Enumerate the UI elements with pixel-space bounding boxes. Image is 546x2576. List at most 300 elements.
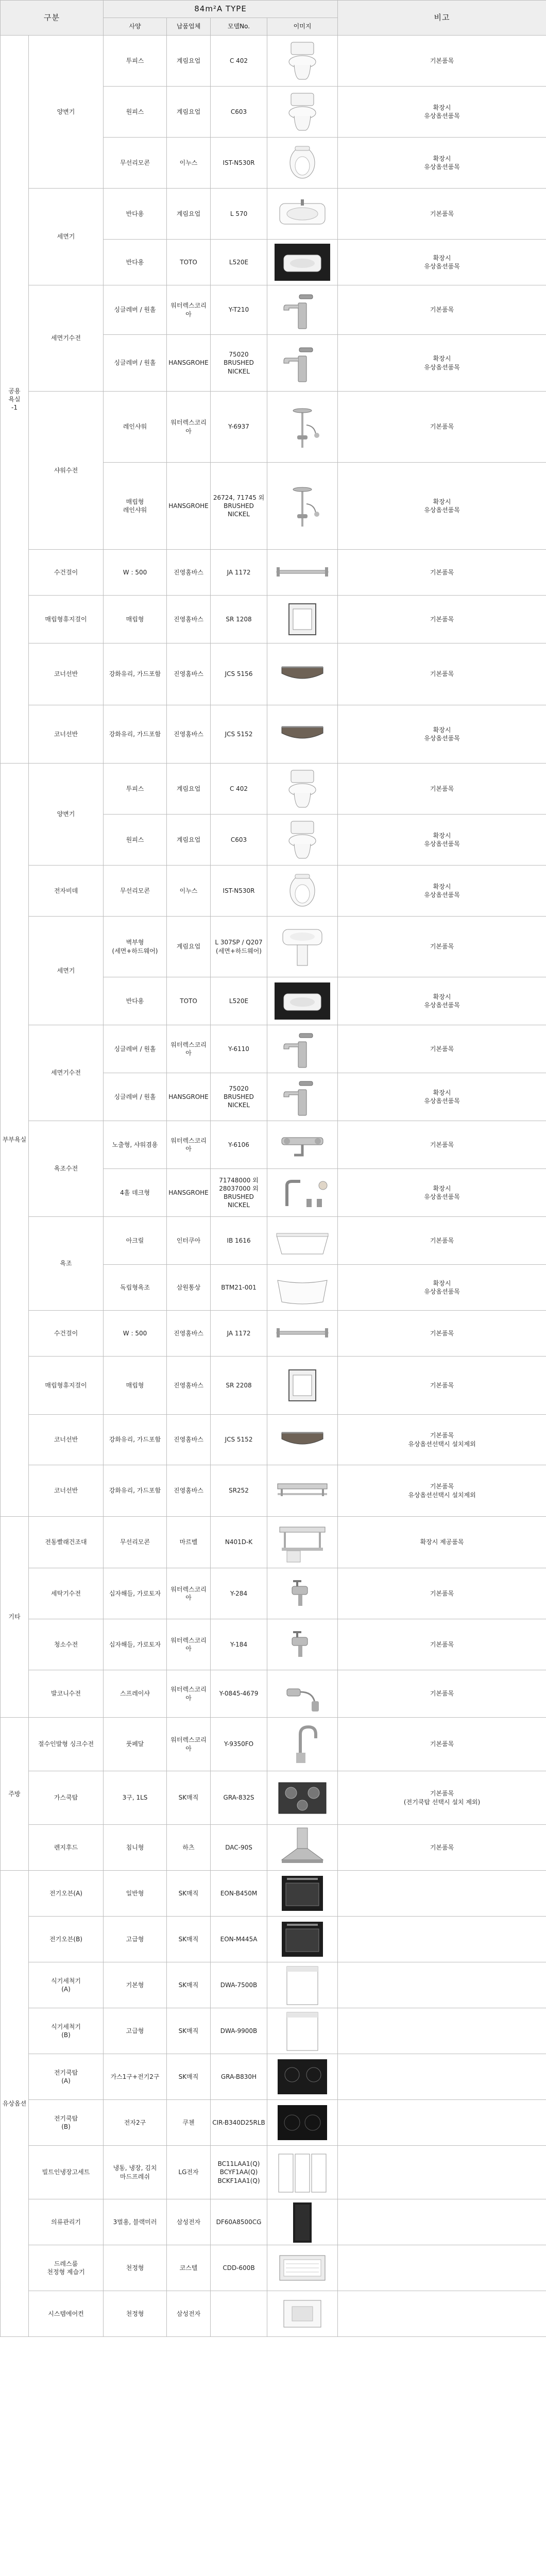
row-category: 전동빨래건조대 (29, 1517, 104, 1568)
row-spec: 반다용 (104, 189, 167, 240)
row-vendor: SK매직 (167, 1871, 211, 1917)
row-category: 청소수전 (29, 1619, 104, 1670)
fridge-icon (267, 2150, 337, 2195)
row-spec: 원피스 (104, 815, 167, 866)
dishwasher-icon (267, 2008, 337, 2054)
table-row (1, 2100, 546, 2146)
row-note: 확장시 제공품목 (338, 1517, 546, 1568)
section-label: 공용 욕실 -1 (1, 36, 29, 764)
row-category: 세탁기수전 (29, 1568, 104, 1619)
spec-table-body (1, 36, 546, 2337)
row-image (267, 335, 338, 392)
row-note: 확장시 유상옵션품목 (338, 705, 546, 764)
header-gubun: 구분 (1, 1, 104, 36)
row-spec: 냉동, 냉장, 김치 마드프레쉬 (104, 2146, 167, 2199)
row-vendor: 워터렉스코리아 (167, 1718, 211, 1771)
section-label: 유상옵션 (1, 1871, 29, 2337)
row-model: BC11LAA1(Q) BCYF1AA(Q) BCKF1AA1(Q) (211, 2146, 267, 2199)
range-hood-icon (267, 1825, 337, 1870)
row-category: 전자비데 (29, 866, 104, 917)
row-note: 확장시 유상옵션품목 (338, 866, 546, 917)
row-spec: 투피스 (104, 764, 167, 815)
row-spec: 싱글레버 / 원홀 (104, 285, 167, 335)
row-note: 확장시 유상옵션품목 (338, 815, 546, 866)
row-vendor: LG전자 (167, 2146, 211, 2199)
row-model: Y-0845-4679 (211, 1670, 267, 1718)
tap-icon (267, 1622, 337, 1667)
faucet-icon (267, 1074, 337, 1120)
row-category: 식기세척기 (A) (29, 1962, 104, 2008)
shower-icon (267, 404, 337, 450)
row-vendor: SK매직 (167, 1771, 211, 1825)
faucet-icon (267, 287, 337, 333)
row-model: L520E (211, 977, 267, 1025)
row-category: 세면기수전 (29, 285, 104, 392)
row-spec: 강화유리, 가드포함 (104, 1465, 167, 1517)
row-category: 코너선반 (29, 705, 104, 764)
drying-rack-icon (267, 1520, 337, 1565)
row-image (267, 138, 338, 189)
row-vendor: 이누스 (167, 138, 211, 189)
row-spec: 싱글레버 / 원홀 (104, 1025, 167, 1073)
table-row (1, 285, 546, 335)
row-spec: 3벌용, 블랙미러 (104, 2199, 167, 2245)
dishwasher-icon (267, 1962, 337, 2008)
header-bigo: 비고 (338, 1, 546, 36)
row-model: L 307SP / Q207 (세면+하드웨어) (211, 917, 267, 977)
row-vendor: 워터렉스코리아 (167, 1619, 211, 1670)
row-vendor: SK매직 (167, 1962, 211, 2008)
toilet-icon (267, 817, 337, 862)
spray-tap-icon (267, 1671, 337, 1717)
row-spec: 전자2구 (104, 2100, 167, 2146)
table-row (1, 1217, 546, 1265)
section-label: 기타 (1, 1517, 29, 1718)
row-model: EON-M445A (211, 1917, 267, 1962)
row-spec: 4홀 데크형 (104, 1169, 167, 1217)
row-image (267, 1568, 338, 1619)
row-model: JA 1172 (211, 1311, 267, 1357)
row-image (267, 87, 338, 138)
basin-dark-icon (267, 978, 337, 1024)
toilet-icon (267, 766, 337, 811)
row-spec: 벽부형 (세면+하드웨어) (104, 917, 167, 977)
corner-shelf-icon (267, 652, 337, 697)
row-spec: 무선리모콘 (104, 1517, 167, 1568)
towel-shelf-icon (267, 1468, 337, 1514)
row-image (267, 189, 338, 240)
row-model: IST-N530R (211, 866, 267, 917)
row-vendor: SK매직 (167, 2054, 211, 2100)
air-conditioner-icon (267, 2291, 337, 2336)
row-image (267, 1771, 338, 1825)
paper-holder-icon (267, 1363, 337, 1408)
row-image (267, 1718, 338, 1771)
row-category: 가스쿡탑 (29, 1771, 104, 1825)
row-model: Y-6106 (211, 1121, 267, 1169)
row-image (267, 392, 338, 463)
row-note (338, 2291, 546, 2337)
faucet-icon (267, 1026, 337, 1072)
row-spec: 싱글레버 / 원홀 (104, 1073, 167, 1121)
row-model: 26724, 71745 외 BRUSHED NICKEL (211, 463, 267, 550)
row-note: 확장시 유상옵션품목 (338, 1073, 546, 1121)
row-category: 세면기수전 (29, 1025, 104, 1121)
row-model (211, 2291, 267, 2337)
row-model: JA 1172 (211, 550, 267, 596)
row-vendor: 진영홈바스 (167, 705, 211, 764)
row-model: 71748000 외 28037000 외 BRUSHED NICKEL (211, 1169, 267, 1217)
table-row (1, 392, 546, 463)
row-image (267, 1871, 338, 1917)
row-model: 75020 BRUSHED NICKEL (211, 1073, 267, 1121)
row-vendor: 워터렉스코리아 (167, 1568, 211, 1619)
row-spec: 반다용 (104, 977, 167, 1025)
dehumidifier-icon (267, 2245, 337, 2291)
row-spec: 십자해들, 가로토자 (104, 1568, 167, 1619)
row-category: 절수인발형 싱크수전 (29, 1718, 104, 1771)
row-note: 기본품목 (338, 1217, 546, 1265)
row-model: DWA-7500B (211, 1962, 267, 2008)
table-row (1, 643, 546, 705)
row-note: 기본품목 (338, 392, 546, 463)
row-spec: 원피스 (104, 87, 167, 138)
bathtub-icon (267, 1218, 337, 1263)
row-model: Y-6110 (211, 1025, 267, 1073)
basin-icon (267, 191, 337, 236)
row-vendor: 계림요업 (167, 815, 211, 866)
row-vendor: 진영홈바스 (167, 643, 211, 705)
table-row (1, 1415, 546, 1465)
row-image (267, 2199, 338, 2245)
row-image (267, 285, 338, 335)
gas-cooktop-icon (267, 1775, 337, 1821)
row-image (267, 2008, 338, 2054)
row-spec: 십자해들, 가로토자 (104, 1619, 167, 1670)
row-spec: 매립형 (104, 1357, 167, 1415)
row-note: 기본품목 (338, 1619, 546, 1670)
row-model: BTM21-001 (211, 1265, 267, 1311)
row-image (267, 705, 338, 764)
row-vendor: 계림요업 (167, 189, 211, 240)
row-image (267, 1169, 338, 1217)
row-vendor: 계림요업 (167, 764, 211, 815)
row-image (267, 917, 338, 977)
row-spec: 천정형 (104, 2291, 167, 2337)
row-vendor: HANSGROHE (167, 1073, 211, 1121)
row-spec: W : 500 (104, 1311, 167, 1357)
row-image (267, 1465, 338, 1517)
row-category: 세면기 (29, 189, 104, 285)
row-vendor: 마르벨 (167, 1517, 211, 1568)
row-spec: 3구, 1LS (104, 1771, 167, 1825)
row-vendor: 쿠첸 (167, 2100, 211, 2146)
table-row (1, 550, 546, 596)
header-image: 이미지 (267, 18, 338, 36)
basin-dark-icon (267, 240, 337, 285)
row-note: 기본품목 (338, 643, 546, 705)
row-spec: 스프레이샤 (104, 1670, 167, 1718)
row-note: 확장시 유상옵션품목 (338, 463, 546, 550)
row-model: GRA-832S (211, 1771, 267, 1825)
row-vendor: 워터렉스코리아 (167, 1670, 211, 1718)
row-vendor: 하츠 (167, 1825, 211, 1871)
row-vendor: HANSGROHE (167, 1169, 211, 1217)
row-image (267, 2245, 338, 2291)
row-category: 수건걸이 (29, 550, 104, 596)
row-image (267, 36, 338, 87)
clothing-care-icon (267, 2199, 337, 2245)
row-image (267, 1619, 338, 1670)
row-note: 확장시 유상옵션품목 (338, 1169, 546, 1217)
freestanding-tub-icon (267, 1265, 337, 1310)
row-image (267, 463, 338, 550)
row-vendor: 워터렉스코리아 (167, 285, 211, 335)
row-category: 전기오븐(A) (29, 1871, 104, 1917)
row-category: 드레스룸 천정형 제습기 (29, 2245, 104, 2291)
row-vendor: 계림요업 (167, 917, 211, 977)
table-row (1, 1619, 546, 1670)
row-image (267, 1025, 338, 1073)
table-row (1, 917, 546, 977)
row-note (338, 2245, 546, 2291)
header-spec: 사양 (104, 18, 167, 36)
sink-faucet-icon (267, 1722, 337, 1767)
row-image (267, 240, 338, 285)
row-image (267, 977, 338, 1025)
row-category: 코너선반 (29, 1465, 104, 1517)
row-spec: 고급형 (104, 1917, 167, 1962)
row-spec: 강화유리, 가드포함 (104, 643, 167, 705)
row-image (267, 1217, 338, 1265)
row-model: CIR-B340D25RLB (211, 2100, 267, 2146)
table-row (1, 1670, 546, 1718)
row-model: SR 1208 (211, 596, 267, 643)
row-spec: 매립형 레인샤워 (104, 463, 167, 550)
row-vendor: 워터렉스코리아 (167, 392, 211, 463)
row-category: 전기쿡탑 (A) (29, 2054, 104, 2100)
row-image (267, 1962, 338, 2008)
row-model: EON-B450M (211, 1871, 267, 1917)
row-category: 수건걸이 (29, 1311, 104, 1357)
header-vendor: 납품업체 (167, 18, 211, 36)
corner-shelf-icon (267, 1417, 337, 1463)
row-image (267, 1073, 338, 1121)
row-model: C603 (211, 815, 267, 866)
row-note (338, 1871, 546, 1917)
table-row (1, 2199, 546, 2245)
paper-holder-icon (267, 597, 337, 642)
towel-bar-icon (267, 1311, 337, 1356)
row-image (267, 550, 338, 596)
row-vendor: 코스텔 (167, 2245, 211, 2291)
row-note: 확장시 유상옵션품목 (338, 87, 546, 138)
row-image (267, 1121, 338, 1169)
row-model: Y-9350FO (211, 1718, 267, 1771)
row-image (267, 643, 338, 705)
row-category: 샤워수전 (29, 392, 104, 550)
row-category: 매립형휴지걸이 (29, 596, 104, 643)
row-note: 기본품목 (338, 1825, 546, 1871)
row-category: 양변기 (29, 36, 104, 189)
row-note: 기본품목 (338, 550, 546, 596)
table-row (1, 1825, 546, 1871)
row-image (267, 1517, 338, 1568)
row-spec: 침니형 (104, 1825, 167, 1871)
row-image (267, 1265, 338, 1311)
row-vendor: 워터렉스코리아 (167, 1025, 211, 1073)
row-spec: 풋페달 (104, 1718, 167, 1771)
row-spec: 싱글레버 / 원홀 (104, 335, 167, 392)
row-spec: 강화유리, 가드포함 (104, 1415, 167, 1465)
deck-faucet-icon (267, 1170, 337, 1215)
row-spec: 고급형 (104, 2008, 167, 2054)
tap-icon (267, 1571, 337, 1616)
row-note: 기본품목 (338, 285, 546, 335)
row-spec: 매립형 (104, 596, 167, 643)
row-note (338, 2008, 546, 2054)
row-vendor: 삼성전자 (167, 2291, 211, 2337)
row-category: 양변기 (29, 764, 104, 866)
row-model: JCS 5152 (211, 705, 267, 764)
table-row (1, 705, 546, 764)
row-image (267, 1825, 338, 1871)
row-image (267, 596, 338, 643)
row-note (338, 1917, 546, 1962)
hybrid-cooktop-icon (267, 2054, 337, 2099)
row-category: 렌지후드 (29, 1825, 104, 1871)
row-vendor: 계림요업 (167, 87, 211, 138)
corner-shelf-icon (267, 711, 337, 757)
row-spec: 레인샤워 (104, 392, 167, 463)
row-category: 전기오븐(B) (29, 1917, 104, 1962)
row-model: Y-284 (211, 1568, 267, 1619)
header-type-title: 84m²A TYPE (104, 1, 338, 18)
row-vendor: SK매직 (167, 2008, 211, 2054)
row-vendor: HANSGROHE (167, 335, 211, 392)
row-model: SR252 (211, 1465, 267, 1517)
table-row (1, 764, 546, 815)
row-image (267, 1917, 338, 1962)
row-model: IB 1616 (211, 1217, 267, 1265)
section-label: 주방 (1, 1718, 29, 1871)
row-image (267, 1415, 338, 1465)
row-spec: 일반형 (104, 1871, 167, 1917)
table-row (1, 1121, 546, 1169)
row-category: 코너선반 (29, 643, 104, 705)
row-image (267, 2291, 338, 2337)
row-note: 기본품목 (338, 1025, 546, 1073)
row-vendor: 진영홈바스 (167, 1465, 211, 1517)
row-image (267, 1311, 338, 1357)
table-row (1, 1962, 546, 2008)
table-row (1, 1771, 546, 1825)
row-note: 기본품목 유상옵션선택시 설치제외 (338, 1465, 546, 1517)
table-row (1, 596, 546, 643)
table-row (1, 2291, 546, 2337)
row-image (267, 2054, 338, 2100)
row-vendor: 삼성전자 (167, 2199, 211, 2245)
row-model: DF60A8500CG (211, 2199, 267, 2245)
oven-icon (267, 1871, 337, 1916)
row-spec: 반다용 (104, 240, 167, 285)
row-vendor: 이누스 (167, 866, 211, 917)
row-vendor: 진영홈바스 (167, 596, 211, 643)
row-vendor: 삼원통상 (167, 1265, 211, 1311)
row-model: C 402 (211, 764, 267, 815)
row-category: 코너선반 (29, 1415, 104, 1465)
row-image (267, 1670, 338, 1718)
table-row (1, 2146, 546, 2199)
table-row (1, 1025, 546, 1073)
oven-icon (267, 1917, 337, 1962)
row-note: 확장시 유상옵션품목 (338, 1265, 546, 1311)
row-model: CDD-600B (211, 2245, 267, 2291)
bidet-icon (267, 868, 337, 913)
row-vendor: 진영홈바스 (167, 550, 211, 596)
table-row (1, 2054, 546, 2100)
table-row (1, 2008, 546, 2054)
row-model: SR 2208 (211, 1357, 267, 1415)
row-image (267, 866, 338, 917)
row-note: 기본품목 (338, 1568, 546, 1619)
row-model: Y-T210 (211, 285, 267, 335)
row-note (338, 1962, 546, 2008)
row-vendor: 계림요업 (167, 36, 211, 87)
row-spec: W : 500 (104, 550, 167, 596)
row-spec: 강화유리, 가드포함 (104, 705, 167, 764)
row-note: 기본품목 (전기쿡탑 선택시 설치 제외) (338, 1771, 546, 1825)
row-spec: 투피스 (104, 36, 167, 87)
row-image (267, 2100, 338, 2146)
toilet-icon (267, 89, 337, 134)
row-note (338, 2146, 546, 2199)
row-model: L 570 (211, 189, 267, 240)
row-spec: 천정형 (104, 2245, 167, 2291)
row-spec: 독립형욕조 (104, 1265, 167, 1311)
table-row (1, 2245, 546, 2291)
row-image (267, 764, 338, 815)
row-model: DWA-9900B (211, 2008, 267, 2054)
row-vendor: HANSGROHE (167, 463, 211, 550)
row-model: JCS 5152 (211, 1415, 267, 1465)
table-row (1, 1568, 546, 1619)
table-row (1, 1465, 546, 1517)
row-note: 기본품목 유상옵션선택시 설치제외 (338, 1415, 546, 1465)
row-vendor: 진영홈바스 (167, 1357, 211, 1415)
row-model: Y-6937 (211, 392, 267, 463)
row-image (267, 815, 338, 866)
section-label: 부부욕실 (1, 764, 29, 1517)
row-model: GRA-B830H (211, 2054, 267, 2100)
row-note (338, 2100, 546, 2146)
row-spec: 가스1구+전기2구 (104, 2054, 167, 2100)
table-row (1, 866, 546, 917)
table-row (1, 1718, 546, 1771)
row-note: 기본품목 (338, 1311, 546, 1357)
row-model: C 402 (211, 36, 267, 87)
row-vendor: TOTO (167, 240, 211, 285)
row-spec: 기본형 (104, 1962, 167, 2008)
row-model: L520E (211, 240, 267, 285)
row-note: 기본품목 (338, 1357, 546, 1415)
row-spec: 무선리모콘 (104, 866, 167, 917)
row-spec: 아크릴 (104, 1217, 167, 1265)
toilet-icon (267, 38, 337, 83)
row-note: 기본품목 (338, 917, 546, 977)
header-model: 모델No. (211, 18, 267, 36)
row-model: N401D-K (211, 1517, 267, 1568)
